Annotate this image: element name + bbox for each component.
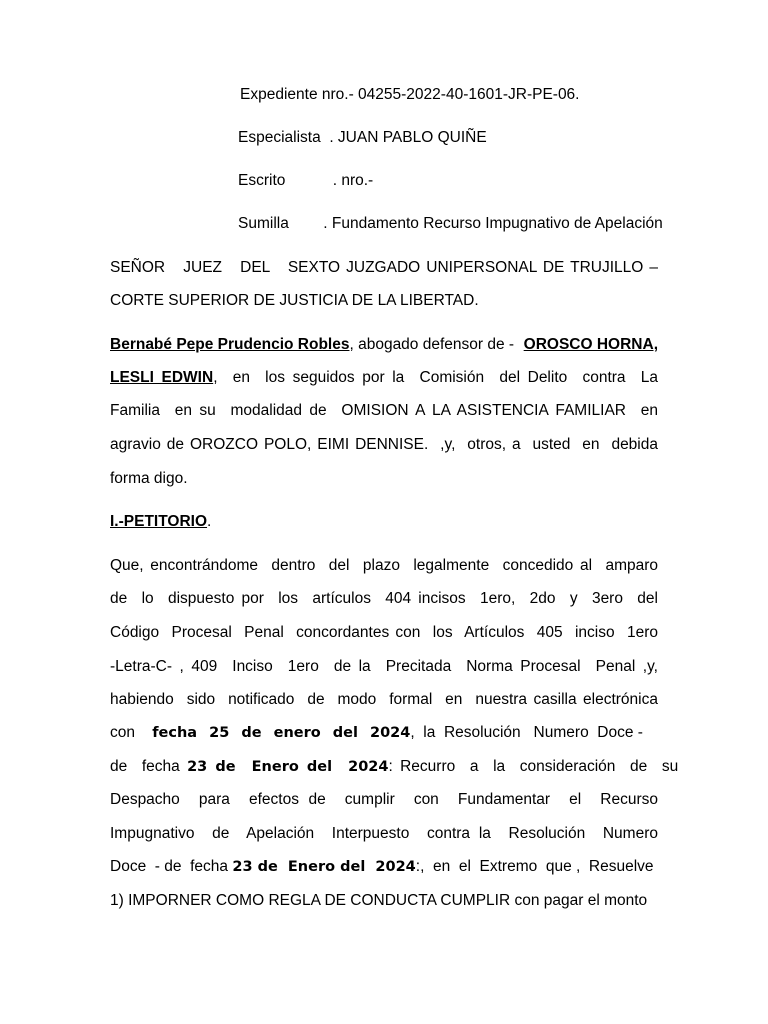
body-line-11: 1) IMPORNER COMO REGLA DE CONDUCTA CUMPLIR con pagar el monto (110, 892, 648, 909)
intro-line-5: forma digo. (110, 470, 188, 487)
body-line-7-text-b: : Recurro a la consideración de su (388, 758, 679, 775)
body-line-2: de lo dispuesto por los artículos 404 incisos 1ero, 2do y 3ero del (110, 590, 658, 607)
petitorio-heading: I.-PETITORIO (110, 513, 208, 530)
intro-line-1 (110, 335, 658, 355)
resolution-date-2: 23 de Enero del 2024 (232, 859, 416, 875)
client-name-part-2: LESLI EDWIN (110, 369, 214, 386)
body-line-7-text-a: de fecha (110, 758, 180, 775)
section-heading (110, 512, 658, 532)
notification-date: fecha 25 de enero del 2024 (152, 725, 411, 741)
heading-suffix: . (207, 513, 212, 530)
body-line-10-text-a: Doce - de fecha (110, 858, 229, 875)
body-line-10 (110, 857, 658, 877)
resolution-date-1: 23 de Enero del 2024 (187, 759, 389, 775)
intro-line-3: Familia en su modalidad de OMISION A LA ASISTENCIA FAMILIAR en (110, 402, 658, 419)
body-line-4: -Letra-C- , 409 Inciso 1ero de la Precitada Norma Procesal Penal ,y, (110, 658, 658, 675)
body-line-6-text-b: , la Resolución Numero Doce - (410, 724, 643, 741)
client-name-part-1: OROSCO HORNA, (523, 336, 658, 353)
addressee-line-2: CORTE SUPERIOR DE JUSTICIA DE LA LIBERTAD. (110, 292, 479, 309)
intro-line-2 (110, 368, 658, 388)
intro-text-2: , en los seguidos por la Comisión del Delito contra La (213, 369, 658, 386)
body-line-10-text-b: :, en el Extremo que , Resuelve (415, 858, 654, 875)
especialista-line: Especialista . JUAN PABLO QUIÑE (238, 129, 487, 146)
body-line-9: Impugnativo de Apelación Interpuesto contra la Resolución Numero (110, 825, 658, 842)
body-line-6-text-a: con (110, 724, 135, 741)
expediente-line: Expediente nro.- 04255-2022-40-1601-JR-PE-06. (240, 86, 580, 103)
sumilla-line: Sumilla . Fundamento Recurso Impugnativo de Apelación (238, 215, 663, 232)
body-line-7 (110, 757, 679, 777)
intro-line-4: agravio de OROZCO POLO, EIMI DENNISE. ,y, otros, a usted en debida (110, 436, 658, 453)
body-line-3: Código Procesal Penal concordantes con los Artículos 405 inciso 1ero (110, 624, 658, 641)
body-line-6 (110, 723, 658, 743)
addressee-line-1: SEÑOR JUEZ DEL SEXTO JUZGADO UNIPERSONAL DE TRUJILLO – (110, 259, 658, 276)
body-line-1: Que, encontrándome dentro del plazo legalmente concedido al amparo (110, 557, 658, 574)
intro-text-1: , abogado defensor de - (349, 336, 515, 353)
body-line-8: Despacho para efectos de cumplir con Fundamentar el Recurso (110, 791, 658, 808)
lawyer-name: Bernabé Pepe Prudencio Robles (110, 336, 350, 353)
escrito-line: Escrito . nro.- (238, 172, 374, 189)
body-line-5: habiendo sido notificado de modo formal en nuestra casilla electrónica (110, 691, 658, 708)
